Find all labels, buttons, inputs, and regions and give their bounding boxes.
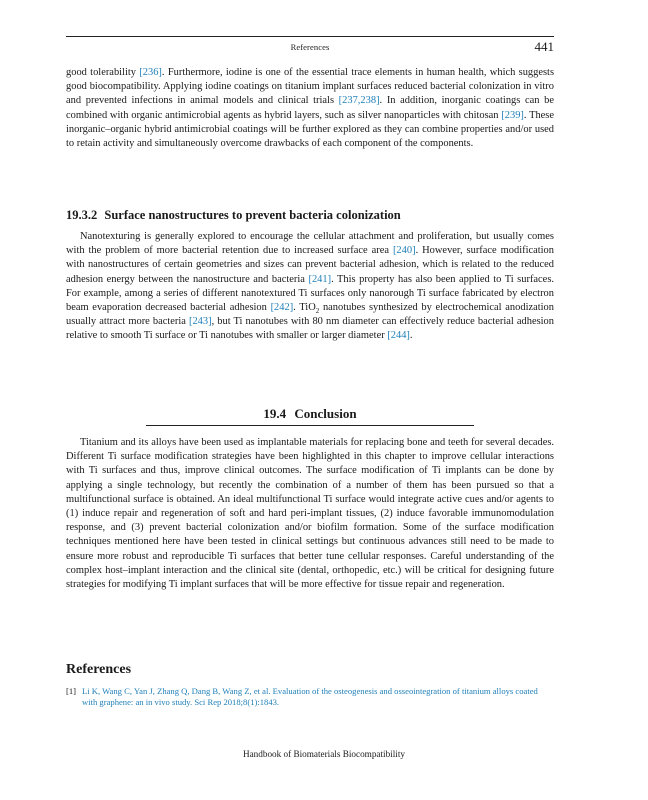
text-run: . In addition, inorganic coatings can be combined with organic antimicrobial agents as hybrid layers, such as silver nanoparticles with chitosan xyxy=(66,95,554,121)
reference-number: [1] xyxy=(66,686,77,696)
citation-link[interactable]: [243] xyxy=(188,316,212,328)
text-run: . xyxy=(409,330,413,342)
subscript: 2 xyxy=(315,307,320,316)
page-footer: Handbook of Biomaterials Biocompatibility xyxy=(242,749,406,759)
page-number: 441 xyxy=(534,39,554,54)
conclusion-number: 19.4 xyxy=(263,406,287,421)
text-run: , but Ti nanotubes with 80 nm diameter can effectively reduce bacterial adhesion relative to smooth Ti surface or Ti nanotubes with smaller or larger diameter xyxy=(66,316,554,342)
text-run: good tolerability xyxy=(66,67,140,78)
running-title: References xyxy=(290,42,330,52)
citation-link[interactable]: [240] xyxy=(392,245,416,257)
conclusion-heading xyxy=(146,406,474,426)
text-run: Nanotexturing is generally explored to encourage the cellular attachment and proliferation, but usually comes with the problem of more bacterial retention due to increased surface area xyxy=(66,231,554,257)
text-run: . However, surface modification with nanostructures of certain geometries and sizes can prevent bacterial adhesion, which is related to the reduced adhesion energy between the nanostructure and bacteria xyxy=(66,245,554,285)
text-run: . This property has also been applied to Ti surfaces. For example, among a series of different nanotextured Ti surfaces only nanorough Ti surface fabricated by electron beam evaporation decreased bacterial adhesion xyxy=(66,273,554,314)
section-heading-19-3-2 xyxy=(66,208,554,223)
conclusion-paragraph xyxy=(66,436,554,592)
references-heading: References xyxy=(66,662,132,677)
running-head xyxy=(66,40,554,56)
citation-link[interactable]: [242] xyxy=(270,302,294,314)
section-number: 19.3.2 xyxy=(66,208,98,222)
citation-link[interactable]: [239] xyxy=(501,109,524,121)
text-run: . Furthermore, iodine is one of the essential trace elements in human health, which suggests good biocompatibility. Applying iodine coatings on titanium implant surfaces reduced bacterial colonization in vitro and prevented infections in animal models and clinical trials xyxy=(66,67,555,107)
text-run: Titanium and its alloys have been used as implantable materials for replacing bone and teeth for several decades. Different Ti surface modification strategies have been highlighted in this chapter to improve cellular interactions with Ti surfaces and thus, improve clinical outcomes. The surface modification of Ti implants can be done by applying a single technology, but recently the combination of a number of them has been pursued so that a multifunctional surface is obtained. An ideal multifunctional Ti surface would integrate active cues and/or agents to (1) induce repair and regeneration of soft and hard peri-implant tissues, (2) induce favorable immunomodulation response, and (3) prevent bacterial colonization and/or biofilm formation. Some of the surface modification techniques mentioned here have been tested in clinical settings but continuous advances still need to be made to ensure more robust and reproducible Ti surfaces that better tune cellular responses. Careful understanding of the complex host–implant interaction and the clinical site (dental, orthopedic, etc.) will be critical for designing future strategies for modifying Ti implant surfaces that will be more effective for tissue repair and regeneration. xyxy=(66,437,554,591)
conclusion-title: Conclusion xyxy=(294,406,357,421)
intro-paragraph xyxy=(66,66,554,151)
citation-link[interactable]: [236] xyxy=(139,67,162,78)
text-run: . These inorganic–organic hybrid antimicrobial coatings will be further explored as they can combine properties and/or used to retain activity and simultaneously overcome drawbacks of each component of the components. xyxy=(66,109,554,150)
reference-link[interactable]: Li K, Wang C, Yan J, Zhang Q, Dang B, Wang Z, et al. Evaluation of the osteogenesis and osseointegration of titanium alloys coated with graphene: an in vivo study. Sci Rep 2018;8(1):1843. xyxy=(82,686,538,708)
section-title: Surface nanostructures to prevent bacteria colonization xyxy=(104,208,401,222)
header-rule xyxy=(66,36,554,37)
citation-link[interactable]: [237,238] xyxy=(338,95,380,107)
citation-link[interactable]: [244] xyxy=(387,330,410,342)
text-run: . TiO xyxy=(293,302,316,314)
text-run: nanotubes synthesized by electrochemical anodization usually attract more bacteria xyxy=(66,302,554,328)
citation-link[interactable]: [241] xyxy=(308,273,332,285)
nanostructures-paragraph xyxy=(66,230,554,344)
